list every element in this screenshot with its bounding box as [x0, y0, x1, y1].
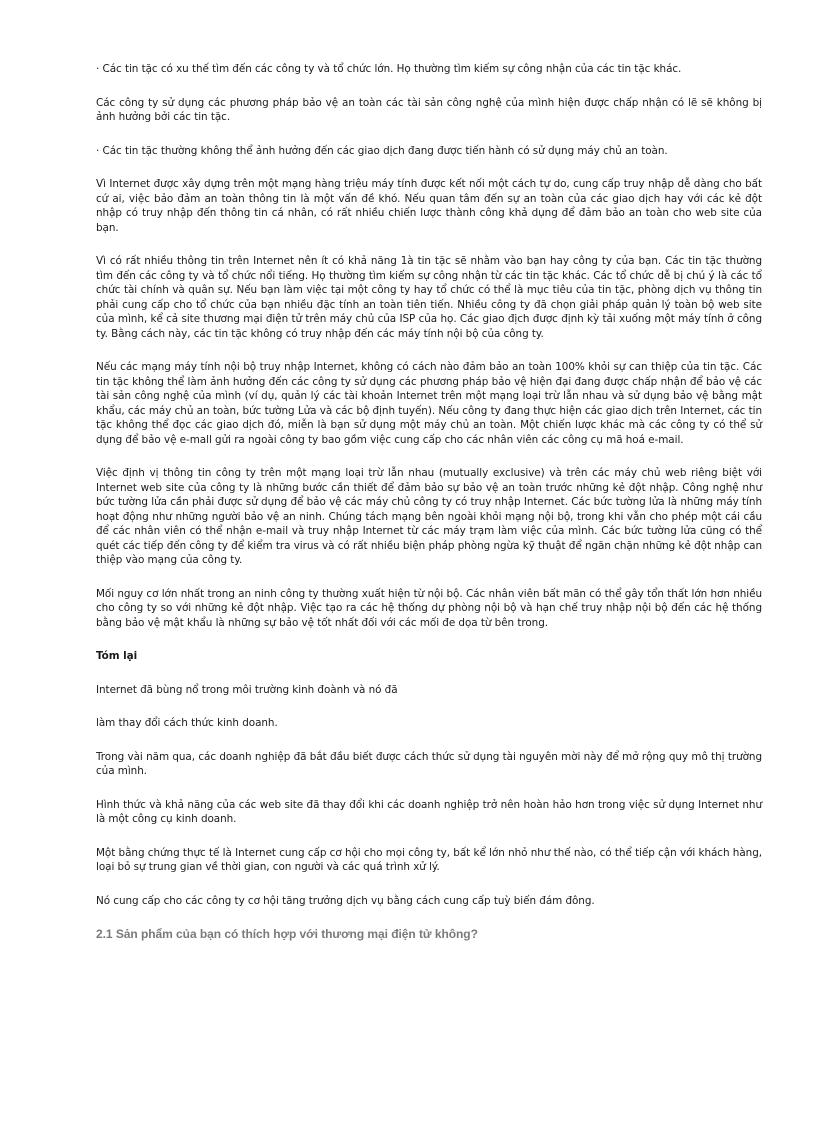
paragraph: Trong vài năm qua, các doanh nghiệp đã bắt đầu biết được cách thức sử dụng tài nguyên mời này để mở rộng quy mô thị trường của mình. [96, 750, 762, 777]
paragraph: Việc định vị thông tin công ty trên một mạng loại trừ lẫn nhau (mutually exclusive) và trên các máy chủ web riêng biệt với Internet web site của công ty là những bước cần thiết để đảm bảo sự bảo vệ an toàn trước những kẻ đột nhập. Công nghệ như bức tường lửa cần phải được sử dụng để bảo vệ các máy chủ công ty có truy nhập Internet. Các bức tường lửa là những máy tính hoạt động như những người bảo vệ an ninh. Chúng tách mạng bên ngoài khỏi mạng nội bộ, trong khi vẫn cho phép một cái cầu để các nhân viên có thể nhận e-mail và truy nhập Internet từ các máy trạm làm việc của mình. Các bức tường lửa cũng có thể quét các tiếp đến công ty để kiểm tra virus và có rất nhiều biện pháp phòng ngừa kỹ thuật để ngăn chặn những kẻ đột nhập can thiệp vào mạng của công ty. [96, 467, 762, 566]
paragraph: Vì có rất nhiều thông tin trên Internet nên ít có khả năng 1à tin tặc sẽ nhằm vào bạn hay công ty của bạn. Các tin tặc thường tìm đến các công ty và tổ chức nổi tiếng. Họ thường tìm kiếm sự công nhận từ các tin tặc khác. Các tổ chức dễ bị chú ý là các tổ chức tài chính và quân sự. Nếu bạn làm việc tại một công ty hay tổ chức có thể là mục tiêu của tin tặc, phòng dịch vụ thông tin phải cung cấp cho tổ chức của bạn nhiều đặc tính an toàn tiên tiến. Nhiều công ty đã chọn giải pháp quản lý toàn bộ web site của mình, kể cả site thương mại điện tử trên máy chủ của ISP của họ. Các giao địch được định kỳ tải xuống một máy tính ở công ty. Bằng cách này, các tin tặc không có truy nhập đến các máy tính nội bộ của công ty. [96, 255, 762, 340]
document-page [96, 62, 762, 942]
paragraph: Hình thức và khả năng của các web site đã thay đổi khi các doanh nghiệp trở nên hoàn hảo hơn trong việc sử dụng Internet như là một công cụ kinh doanh. [96, 798, 762, 825]
summary-heading: Tóm lại [96, 650, 138, 662]
paragraph: Vì Internet được xây dựng trên một mạng hàng triệu máy tính được kết nối một cách tự do, cung cấp truy nhập dễ dàng cho bất cứ ai, việc bảo đảm an toàn thông tin là một vấn đề khó. Nếu quan tâm đến sự an toàn của các giao dịch hay với các kẻ đột nhập có truy nhập đến thông tin cá nhân, có rất nhiều chiến lược thành công khả dụng để đảm bảo an toàn cho web site của bạn. [96, 178, 762, 234]
paragraph: Một bằng chứng thực tế là Internet cung cấp cơ hội cho mọi công ty, bất kể lớn nhỏ như thế nào, có thể tiếp cận với khách hàng, loại bỏ sự trung gian về thời gian, con người và các quá trình xử lý. [96, 846, 762, 873]
paragraph: Nó cung cấp cho các công ty cơ hội tăng trưởng dịch vụ bằng cách cung cấp tuỳ biến đám đông. [96, 894, 595, 907]
paragraph: Mối nguy cơ lớn nhất trong an ninh công ty thường xuất hiện từ nội bộ. Các nhân viên bất mãn có thể gây tổn thất lớn hơn nhiều cho công ty so với những kẻ đột nhập. Việc tạo ra các hệ thống dự phòng nội bộ và hạn chế truy nhập nội bộ đến các hệ thống bằng bảo vệ mật khẩu là những sự bảo vệ tốt nhất đối với các mối đe dọa từ bên trong. [96, 587, 762, 629]
paragraph: · Các tin tặc thường không thể ảnh hưởng đến các giao dịch đang được tiến hành có sử dụng máy chủ an toàn. [96, 144, 668, 157]
paragraph: Nếu các mạng máy tính nội bộ truy nhập Internet, không có cách nào đảm bảo an toàn 100% khỏi sự can thiệp của tin tặc. Các tin tặc không thể làm ảnh hưởng đến các công ty sử dụng các phương pháp bảo vệ hiện đại đang được chấp nhận để bảo vệ các tài sản công nghệ của mình (ví dụ, quản lý các tài khoản Internet trên một mạng loại trừ lẫn nhau và sử dụng bảo vệ bằng mật khẩu, các máy chủ an toàn, bức tường Lửa và các bộ định tuyến). Nếu công ty đang thực hiện các giao dịch trên Internet, các tin tặc không thể đọc các giao dịch đó, miễn là bạn sử dụng một máy chủ an toàn. Một chiến lược khác mà các công ty có thể sử dụng để bảo vệ e-mall gửi ra ngoài công ty bao gồm việc cung cấp cho các nhân viên các công cụ mã hoá e-mail. [96, 361, 762, 446]
paragraph: Các công ty sử dụng các phương pháp bảo vệ an toàn các tài sản công nghệ của mình hiện được chấp nhận có lẽ sẽ không bị ảnh hưởng bởi các tin tặc. [96, 96, 762, 123]
section-title: 2.1 Sản phẩm của bạn có thích hợp với thương mại điện tử không? [96, 927, 478, 941]
paragraph: · Các tin tặc có xu thế tìm đến các công ty và tổ chức lớn. Họ thường tìm kiếm sự công nhận của các tin tặc khác. [96, 63, 682, 75]
paragraph: Internet đã bùng nổ trong môi trường kinh đoành và nó đã [96, 683, 398, 696]
paragraph: làm thay đổi cách thức kinh doanh. [96, 717, 278, 729]
